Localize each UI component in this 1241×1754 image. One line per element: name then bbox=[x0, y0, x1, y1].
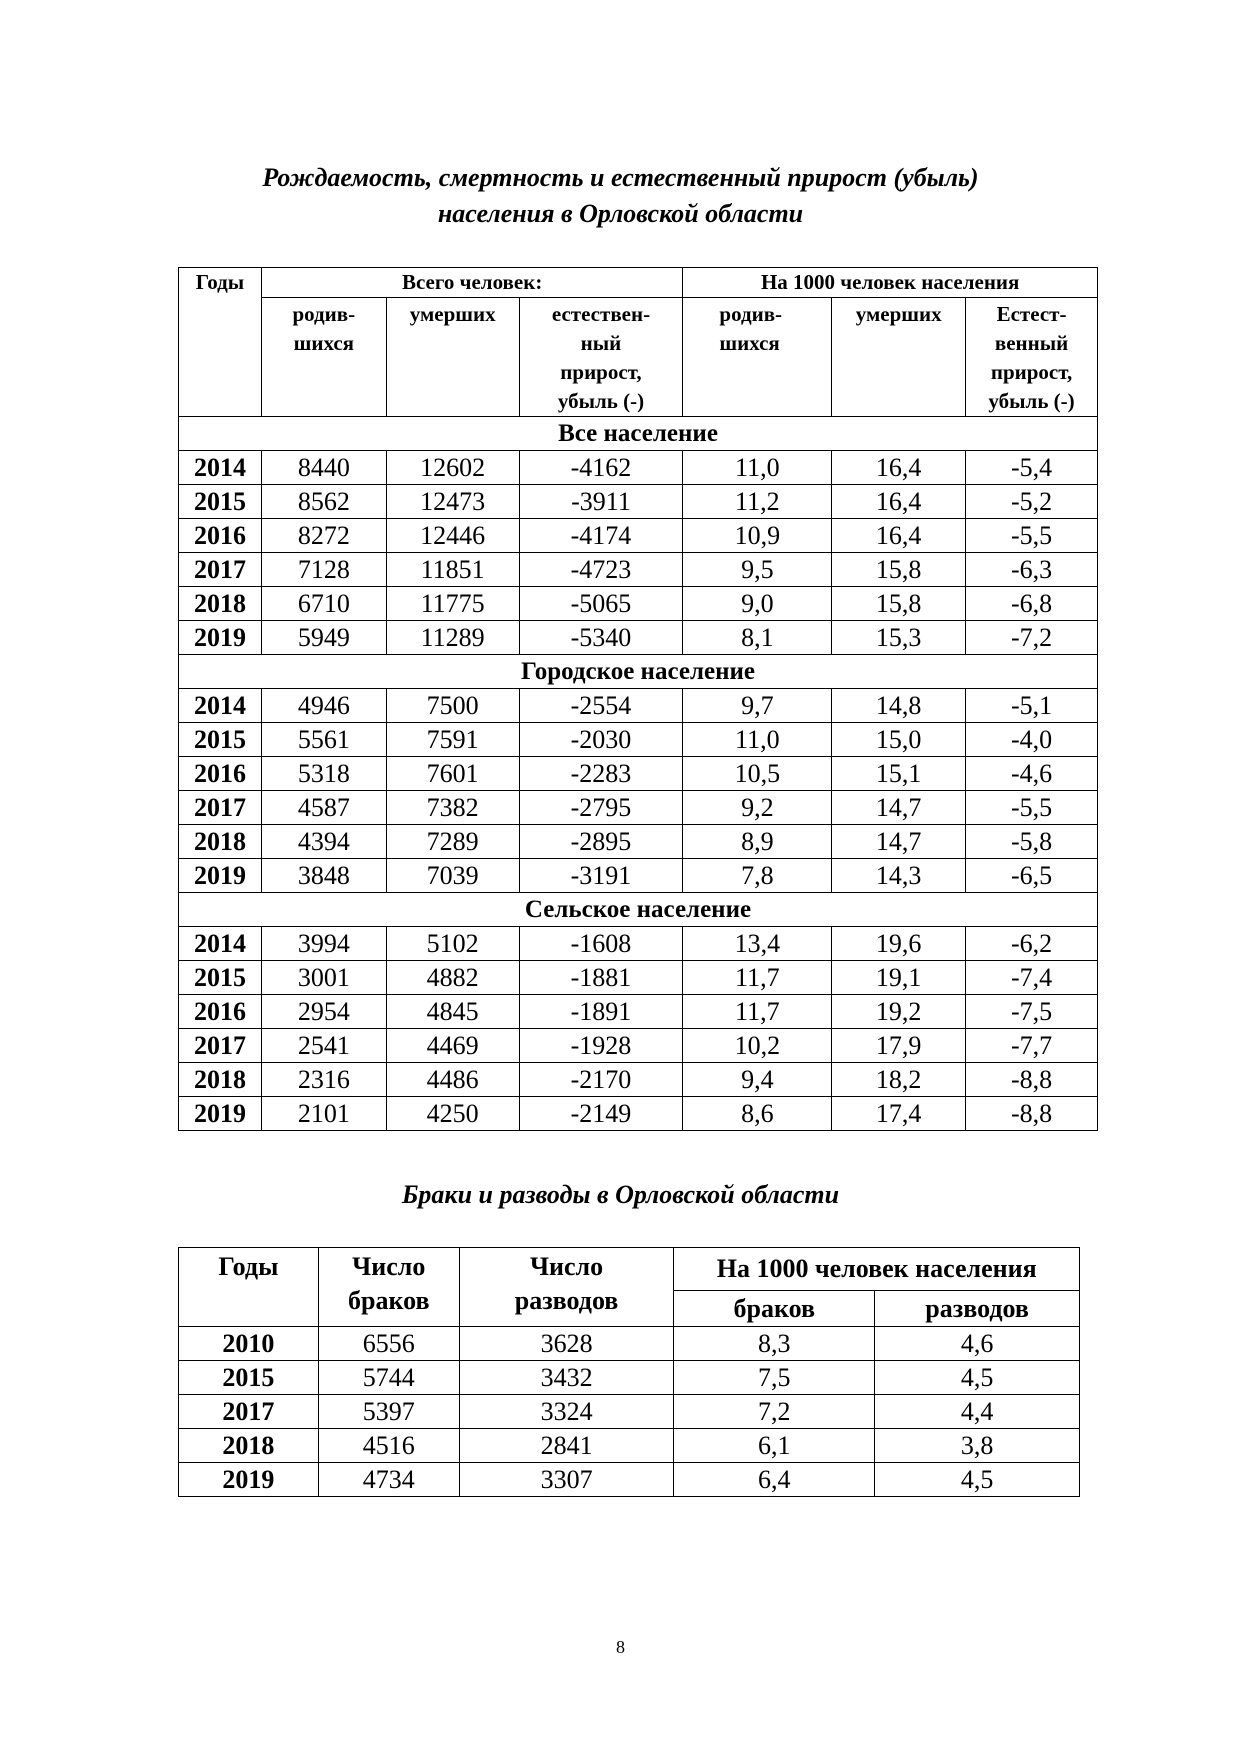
cell-died: 7591 bbox=[386, 723, 519, 757]
cell-marriages-r: 6,4 bbox=[674, 1463, 875, 1497]
cell-died: 4845 bbox=[386, 995, 519, 1029]
cell-born-r: 8,6 bbox=[683, 1097, 832, 1131]
cell-marriages: 5744 bbox=[318, 1361, 459, 1395]
cell-nat: -2170 bbox=[519, 1063, 683, 1097]
cell-nat: -1928 bbox=[519, 1029, 683, 1063]
cell-died: 11289 bbox=[386, 621, 519, 655]
cell-year: 2019 bbox=[179, 621, 262, 655]
table-row bbox=[179, 1063, 1098, 1097]
table-row bbox=[179, 1029, 1098, 1063]
cell-born: 5318 bbox=[261, 757, 386, 791]
cell-nat: -1881 bbox=[519, 961, 683, 995]
cell-nat-r: -7,4 bbox=[966, 961, 1098, 995]
table-row bbox=[179, 927, 1098, 961]
cell-born-r: 11,2 bbox=[683, 485, 832, 519]
cell-born: 5949 bbox=[261, 621, 386, 655]
cell-nat: -2149 bbox=[519, 1097, 683, 1131]
cell-nat: -1608 bbox=[519, 927, 683, 961]
cell-year: 2015 bbox=[179, 485, 262, 519]
cell-born-r: 10,5 bbox=[683, 757, 832, 791]
cell-nat: -3191 bbox=[519, 859, 683, 893]
header-total-group: Всего человек: bbox=[261, 268, 682, 298]
cell-divorces-r: 3,8 bbox=[875, 1429, 1080, 1463]
table-row bbox=[179, 1395, 1080, 1429]
cell-born: 2541 bbox=[261, 1029, 386, 1063]
cell-born: 4946 bbox=[261, 689, 386, 723]
cell-born: 3848 bbox=[261, 859, 386, 893]
cell-nat-r: -6,3 bbox=[966, 553, 1098, 587]
cell-nat: -2030 bbox=[519, 723, 683, 757]
t2-header-marriages-rate: браков bbox=[674, 1291, 875, 1327]
header-natural: естествен- ный прирост, убыль (-) bbox=[519, 298, 683, 417]
header-years: Годы bbox=[179, 268, 262, 417]
table-row bbox=[179, 689, 1098, 723]
cell-born: 2101 bbox=[261, 1097, 386, 1131]
cell-nat-r: -4,0 bbox=[966, 723, 1098, 757]
cell-nat-r: -5,1 bbox=[966, 689, 1098, 723]
cell-nat: -5065 bbox=[519, 587, 683, 621]
cell-year: 2015 bbox=[179, 1361, 319, 1395]
cell-born: 5561 bbox=[261, 723, 386, 757]
cell-year: 2018 bbox=[179, 1063, 262, 1097]
cell-born: 2316 bbox=[261, 1063, 386, 1097]
cell-died-r: 18,2 bbox=[832, 1063, 966, 1097]
cell-died-r: 16,4 bbox=[832, 485, 966, 519]
cell-died-r: 15,1 bbox=[832, 757, 966, 791]
cell-nat: -4723 bbox=[519, 553, 683, 587]
table1-title bbox=[0, 160, 1241, 232]
table-row bbox=[179, 961, 1098, 995]
cell-died-r: 15,3 bbox=[832, 621, 966, 655]
title-line-2: населения в Орловской области bbox=[437, 199, 804, 228]
cell-born: 8272 bbox=[261, 519, 386, 553]
cell-died: 7601 bbox=[386, 757, 519, 791]
cell-died: 12473 bbox=[386, 485, 519, 519]
cell-born-r: 9,5 bbox=[683, 553, 832, 587]
cell-divorces-r: 4,4 bbox=[875, 1395, 1080, 1429]
section-header-row bbox=[179, 417, 1098, 451]
cell-nat-r: -5,4 bbox=[966, 451, 1098, 485]
cell-died-r: 16,4 bbox=[832, 451, 966, 485]
cell-year: 2010 bbox=[179, 1327, 319, 1361]
cell-year: 2019 bbox=[179, 1097, 262, 1131]
table-row bbox=[179, 553, 1098, 587]
cell-died: 4250 bbox=[386, 1097, 519, 1131]
cell-year: 2015 bbox=[179, 961, 262, 995]
cell-marriages-r: 8,3 bbox=[674, 1327, 875, 1361]
t2-header-marriages: Число браков bbox=[318, 1248, 459, 1327]
cell-died: 4469 bbox=[386, 1029, 519, 1063]
cell-year: 2018 bbox=[179, 587, 262, 621]
cell-born: 3994 bbox=[261, 927, 386, 961]
cell-born-r: 13,4 bbox=[683, 927, 832, 961]
cell-nat: -2283 bbox=[519, 757, 683, 791]
cell-marriages: 4516 bbox=[318, 1429, 459, 1463]
cell-born: 2954 bbox=[261, 995, 386, 1029]
cell-year: 2014 bbox=[179, 927, 262, 961]
table-row bbox=[179, 859, 1098, 893]
cell-died-r: 19,6 bbox=[832, 927, 966, 961]
cell-died-r: 14,8 bbox=[832, 689, 966, 723]
cell-died-r: 15,8 bbox=[832, 553, 966, 587]
cell-died: 4486 bbox=[386, 1063, 519, 1097]
cell-died-r: 16,4 bbox=[832, 519, 966, 553]
cell-marriages: 6556 bbox=[318, 1327, 459, 1361]
cell-born-r: 10,9 bbox=[683, 519, 832, 553]
title-line-1: Рождаемость, смертность и естественный прирост (убыль) bbox=[262, 163, 979, 192]
cell-died: 12446 bbox=[386, 519, 519, 553]
page-number: 8 bbox=[616, 1637, 625, 1657]
header-died: умерших bbox=[386, 298, 519, 417]
cell-nat: -3911 bbox=[519, 485, 683, 519]
cell-died-r: 17,4 bbox=[832, 1097, 966, 1131]
cell-year: 2017 bbox=[179, 553, 262, 587]
cell-divorces: 3432 bbox=[459, 1361, 674, 1395]
cell-year: 2019 bbox=[179, 859, 262, 893]
cell-died: 5102 bbox=[386, 927, 519, 961]
cell-born: 8562 bbox=[261, 485, 386, 519]
cell-year: 2017 bbox=[179, 1395, 319, 1429]
table2-title: Браки и разводы в Орловской области bbox=[401, 1180, 840, 1209]
cell-marriages-r: 7,2 bbox=[674, 1395, 875, 1429]
cell-born-r: 10,2 bbox=[683, 1029, 832, 1063]
cell-nat-r: -7,5 bbox=[966, 995, 1098, 1029]
table-row bbox=[179, 451, 1098, 485]
table-row bbox=[179, 757, 1098, 791]
cell-divorces: 3307 bbox=[459, 1463, 674, 1497]
cell-died-r: 14,7 bbox=[832, 825, 966, 859]
table-row bbox=[179, 995, 1098, 1029]
cell-died-r: 15,0 bbox=[832, 723, 966, 757]
cell-nat-r: -4,6 bbox=[966, 757, 1098, 791]
cell-died: 11851 bbox=[386, 553, 519, 587]
cell-year: 2014 bbox=[179, 451, 262, 485]
cell-died: 7289 bbox=[386, 825, 519, 859]
cell-nat-r: -5,5 bbox=[966, 791, 1098, 825]
header-per1000-group: На 1000 человек населения bbox=[683, 268, 1098, 298]
cell-died: 7039 bbox=[386, 859, 519, 893]
table-row bbox=[179, 1361, 1080, 1395]
section-header-row bbox=[179, 893, 1098, 927]
population-table-body bbox=[179, 417, 1098, 1131]
cell-year: 2015 bbox=[179, 723, 262, 757]
cell-year: 2016 bbox=[179, 519, 262, 553]
cell-died-r: 19,1 bbox=[832, 961, 966, 995]
header-born: родив- шихся bbox=[261, 298, 386, 417]
cell-born-r: 11,7 bbox=[683, 961, 832, 995]
cell-nat-r: -5,5 bbox=[966, 519, 1098, 553]
section-label: Все население bbox=[179, 417, 1098, 451]
cell-divorces: 3324 bbox=[459, 1395, 674, 1429]
population-dynamics-table bbox=[178, 267, 1098, 1131]
cell-born-r: 8,1 bbox=[683, 621, 832, 655]
cell-died: 4882 bbox=[386, 961, 519, 995]
cell-year: 2019 bbox=[179, 1463, 319, 1497]
cell-marriages: 4734 bbox=[318, 1463, 459, 1497]
cell-born: 8440 bbox=[261, 451, 386, 485]
table-row bbox=[179, 519, 1098, 553]
table-row bbox=[179, 1097, 1098, 1131]
cell-nat: -4162 bbox=[519, 451, 683, 485]
t2-header-divorces-rate: разводов bbox=[875, 1291, 1080, 1327]
section-label: Сельское население bbox=[179, 893, 1098, 927]
cell-nat: -2895 bbox=[519, 825, 683, 859]
table-row bbox=[179, 1327, 1080, 1361]
cell-nat-r: -7,2 bbox=[966, 621, 1098, 655]
cell-died: 11775 bbox=[386, 587, 519, 621]
cell-born-r: 11,0 bbox=[683, 723, 832, 757]
cell-born-r: 11,7 bbox=[683, 995, 832, 1029]
cell-nat-r: -7,7 bbox=[966, 1029, 1098, 1063]
cell-nat-r: -6,8 bbox=[966, 587, 1098, 621]
cell-year: 2014 bbox=[179, 689, 262, 723]
cell-born: 4587 bbox=[261, 791, 386, 825]
header-born-rate: родив- шихся bbox=[683, 298, 832, 417]
cell-born-r: 9,7 bbox=[683, 689, 832, 723]
table-row bbox=[179, 1463, 1080, 1497]
cell-nat: -4174 bbox=[519, 519, 683, 553]
t2-header-years: Годы bbox=[179, 1248, 319, 1327]
cell-died-r: 14,3 bbox=[832, 859, 966, 893]
cell-divorces: 3628 bbox=[459, 1327, 674, 1361]
cell-born-r: 11,0 bbox=[683, 451, 832, 485]
cell-born-r: 7,8 bbox=[683, 859, 832, 893]
cell-born: 7128 bbox=[261, 553, 386, 587]
cell-born-r: 9,0 bbox=[683, 587, 832, 621]
section-header-row bbox=[179, 655, 1098, 689]
cell-year: 2016 bbox=[179, 995, 262, 1029]
section-label: Городское население bbox=[179, 655, 1098, 689]
cell-nat-r: -6,5 bbox=[966, 859, 1098, 893]
cell-year: 2018 bbox=[179, 825, 262, 859]
cell-year: 2017 bbox=[179, 1029, 262, 1063]
cell-divorces-r: 4,5 bbox=[875, 1463, 1080, 1497]
table-row bbox=[179, 587, 1098, 621]
cell-nat-r: -8,8 bbox=[966, 1097, 1098, 1131]
table-row bbox=[179, 621, 1098, 655]
cell-nat-r: -6,2 bbox=[966, 927, 1098, 961]
cell-born-r: 8,9 bbox=[683, 825, 832, 859]
cell-divorces-r: 4,6 bbox=[875, 1327, 1080, 1361]
t2-header-per1000-group: На 1000 человек населения bbox=[674, 1248, 1080, 1291]
table-row bbox=[179, 723, 1098, 757]
table-row bbox=[179, 791, 1098, 825]
cell-died-r: 17,9 bbox=[832, 1029, 966, 1063]
cell-nat: -5340 bbox=[519, 621, 683, 655]
cell-nat-r: -5,8 bbox=[966, 825, 1098, 859]
t2-header-divorces: Число разводов bbox=[459, 1248, 674, 1327]
cell-nat: -2795 bbox=[519, 791, 683, 825]
cell-marriages: 5397 bbox=[318, 1395, 459, 1429]
cell-nat-r: -5,2 bbox=[966, 485, 1098, 519]
cell-born: 4394 bbox=[261, 825, 386, 859]
cell-born-r: 9,2 bbox=[683, 791, 832, 825]
cell-divorces: 2841 bbox=[459, 1429, 674, 1463]
cell-nat: -2554 bbox=[519, 689, 683, 723]
cell-died: 7500 bbox=[386, 689, 519, 723]
cell-divorces-r: 4,5 bbox=[875, 1361, 1080, 1395]
cell-marriages-r: 7,5 bbox=[674, 1361, 875, 1395]
cell-born: 3001 bbox=[261, 961, 386, 995]
cell-died: 7382 bbox=[386, 791, 519, 825]
table-row bbox=[179, 825, 1098, 859]
cell-died: 12602 bbox=[386, 451, 519, 485]
cell-nat: -1891 bbox=[519, 995, 683, 1029]
table-row bbox=[179, 485, 1098, 519]
cell-died-r: 19,2 bbox=[832, 995, 966, 1029]
cell-died-r: 14,7 bbox=[832, 791, 966, 825]
header-natural-rate: Естест- венный прирост, убыль (-) bbox=[966, 298, 1098, 417]
marriages-divorces-table bbox=[178, 1247, 1080, 1497]
cell-born: 6710 bbox=[261, 587, 386, 621]
cell-nat-r: -8,8 bbox=[966, 1063, 1098, 1097]
marriages-table-body bbox=[179, 1327, 1080, 1497]
cell-marriages-r: 6,1 bbox=[674, 1429, 875, 1463]
table-row bbox=[179, 1429, 1080, 1463]
cell-year: 2017 bbox=[179, 791, 262, 825]
cell-died-r: 15,8 bbox=[832, 587, 966, 621]
cell-year: 2016 bbox=[179, 757, 262, 791]
header-died-rate: умерших bbox=[832, 298, 966, 417]
cell-born-r: 9,4 bbox=[683, 1063, 832, 1097]
cell-year: 2018 bbox=[179, 1429, 319, 1463]
